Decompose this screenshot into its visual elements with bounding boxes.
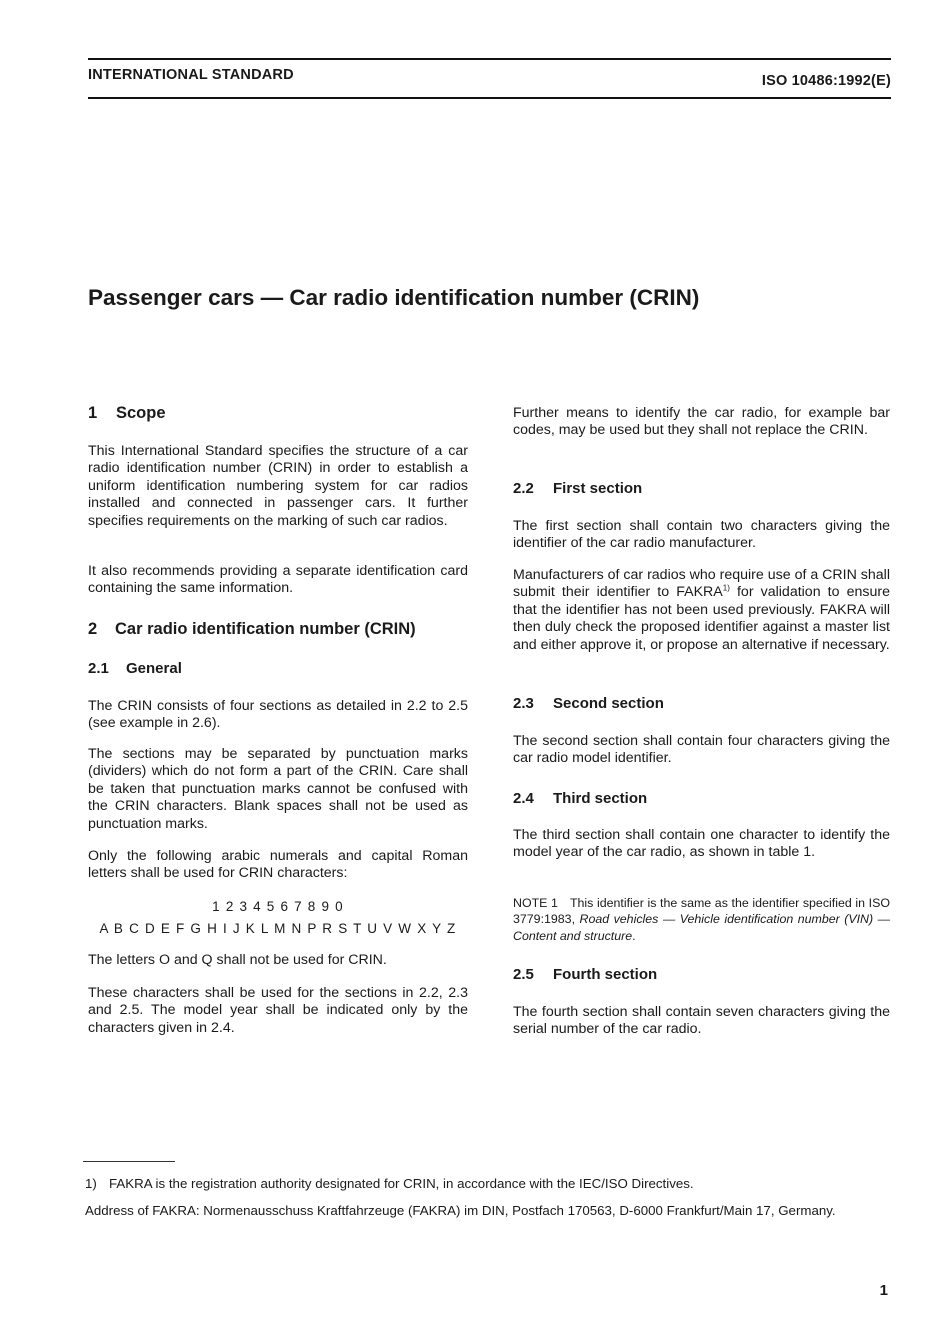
header-standard-label: INTERNATIONAL STANDARD [88,67,294,83]
section-2-5-heading [513,966,657,983]
section-title: Second section [553,695,664,712]
section-title: Fourth section [553,966,658,983]
section-number: 2.4 [513,790,534,807]
general-paragraph-2: The sections may be separated by punctuation marks (dividers) which do not form a part of the CRIN. Care shall be taken that punctuation marks cannot be confused with the CRIN characters. Blank spaces shall not be used as punctuation marks. [88,746,468,832]
section-number: 2.3 [513,695,534,712]
note-cited-title: Road vehicles — Vehicle identification number (VIN) — Content and structure [513,912,890,943]
section-number: 2.5 [513,966,534,983]
section-title: General [126,660,182,677]
document-title: Passenger cars — Car radio identification number (CRIN) [88,285,700,310]
note-text-end: . [632,928,636,943]
fourth-section-paragraph: The fourth section shall contain seven characters giving the serial number of the car radio. [513,1004,890,1038]
general-paragraph-3: Only the following arabic numerals and capital Roman letters shall be used for CRIN characters: [88,848,468,882]
section-2-3-heading [513,695,664,712]
section-2-2-heading [513,480,642,497]
header-bottom-rule [88,97,891,99]
second-section-paragraph: The second section shall contain four characters giving the car radio model identifier. [513,733,890,767]
allowed-numerals: 1 2 3 4 5 6 7 8 9 0 [212,899,344,914]
footnote-marker: 1) [85,1176,97,1191]
section-title: Car radio identification number (CRIN) [115,620,416,638]
section-title: First section [553,480,643,497]
footnote-separator [83,1161,175,1162]
section-number: 2.2 [513,480,534,497]
first-section-paragraph-1: The first section shall contain two characters giving the identifier of the car radio manufacturer. [513,518,890,552]
continued-paragraph: Further means to identify the car radio, for example bar codes, may be used but they shall not replace the CRIN. [513,405,890,439]
allowed-letters: A B C D E F G H I J K L M N P R S T U V W X Y Z [99,921,457,936]
scope-paragraph-2: It also recommends providing a separate identification card containing the same information. [88,563,468,597]
section-2-1-heading [88,660,182,677]
first-section-paragraph-2 [513,567,890,654]
footnote-text: FAKRA is the registration authority designated for CRIN, in accordance with the IEC/ISO Directives. [109,1176,694,1191]
general-paragraph-5: These characters shall be used for the sections in 2.2, 2.3 and 2.5. The model year shall be indicated only by the characters given in 2.4. [88,985,468,1036]
note-1 [513,895,890,944]
note-text: This identifier is the same as the identifier specified in ISO 3779:1983, [513,896,890,927]
section-1-heading [88,404,166,423]
section-2-4-heading [513,790,647,807]
footnote-reference: 1) [722,583,730,593]
paragraph-text: Manufacturers of car radios who require use of a CRIN shall submit their identifier to FAKRA [513,567,890,601]
section-title: Scope [116,404,166,422]
section-number: 2.1 [88,660,109,677]
general-paragraph-1: The CRIN consists of four sections as detailed in 2.2 to 2.5 (see example in 2.6). [88,698,468,732]
footnote-1 [85,1175,890,1192]
header-top-rule [88,58,891,60]
note-label: NOTE 1 [513,896,558,910]
third-section-paragraph: The third section shall contain one character to identify the model year of the car radio, as shown in table 1. [513,827,890,861]
header-document-number: ISO 10486:1992(E) [761,73,891,89]
page-number: 1 [879,1282,888,1299]
section-title: Third section [553,790,648,807]
general-paragraph-4: The letters O and Q shall not be used for CRIN. [88,952,387,968]
fakra-address: Address of FAKRA: Normenausschuss Kraftfahrzeuge (FAKRA) im DIN, Postfach 170563, D-6000 Frankfurt/Main 17, Germany. [85,1203,836,1218]
section-number: 1 [88,404,98,422]
scope-paragraph-1: This International Standard specifies the structure of a car radio identification number (CRIN) in order to establish a uniform identification numbering system for car radios installed and connected in passenger cars. It further specifies requirements on the marking of such car radios. [88,443,468,529]
paragraph-text: for validation to ensure that the identifier has not been used previously. FAKRA will then duly check the proposed identifier against a master list and either approve it, or propose an alternative if necessary. [513,584,890,653]
section-number: 2 [88,620,98,638]
section-2-heading [88,620,416,639]
